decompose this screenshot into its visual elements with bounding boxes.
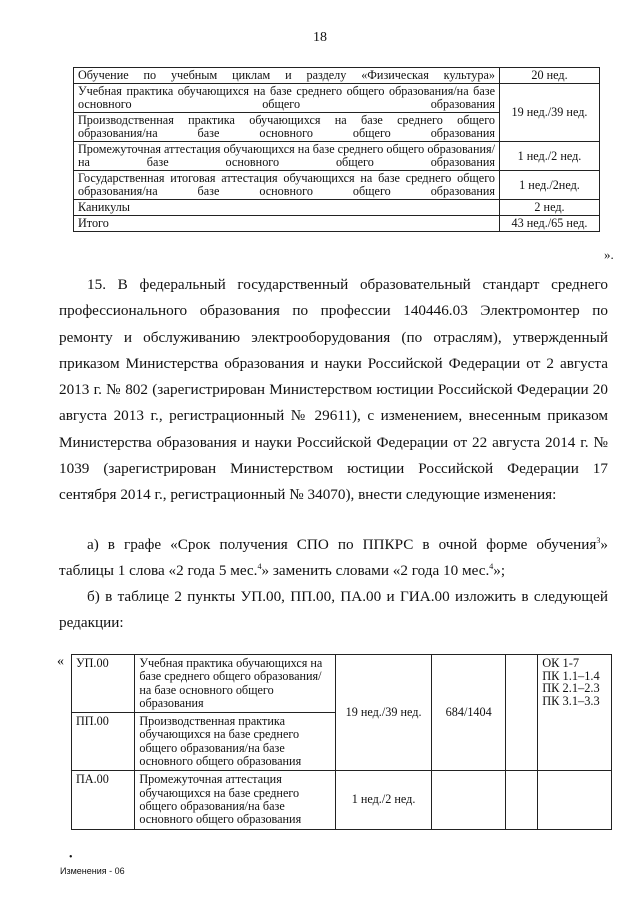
table-row <box>72 655 612 713</box>
table-row <box>74 200 600 216</box>
competencies-cell <box>538 655 612 771</box>
empty-cell <box>432 771 506 829</box>
page-number: 18 <box>313 30 327 45</box>
empty-cell <box>506 771 538 829</box>
item-a-text: а) в графе «Срок получения СПО по ППКРС в очной форме обучения <box>87 536 597 553</box>
practice-table <box>71 654 612 830</box>
row-code: ПА.00 <box>72 771 135 829</box>
row-duration: 1 нед./2 нед. <box>500 142 600 171</box>
table-row <box>74 171 600 200</box>
row-code: ПП.00 <box>72 713 135 771</box>
empty-cell <box>506 655 538 771</box>
footer-mark: • <box>69 852 73 863</box>
paragraph-15: 15. В федеральный государственный образовательный стандарт среднего профессионального образования по профессии 140446.03 Электромонтер по ремонту и обслуживанию электрооборудования (по отраслям), утвержденный приказом Министерства образования и науки Российской Федерации от 2 августа 2013 г. № 802 (зарегистрирован Министерством юстиции Российской Федерации 20 августа 2013 г., регистрационный № 29611), с изменением, внесенным приказом Министерства образования и науки Российской Федерации от 22 августа 2014 г. № 1039 (зарегистрирован Министерством юстиции Российской Федерации 17 сентября 2014 г., регистрационный № 34070), внести следующие изменения: <box>59 276 608 504</box>
competency: ОК 1-7 <box>542 656 580 670</box>
footer-note: Изменения - 06 <box>60 866 125 876</box>
footnote-mark: 4 <box>489 562 494 572</box>
row-name: Промежуточная аттестация обучающихся на базе среднего общего образования/на базе основного общего образования <box>135 771 335 829</box>
row-code: УП.00 <box>72 655 135 713</box>
row-text: Промежуточная аттестация обучающихся на базе среднего общего образования/на базе основного общего образования <box>74 142 500 171</box>
item-a-text: »; <box>493 562 506 580</box>
competency: ПК 2.1–2.3 <box>542 681 600 696</box>
closing-quote: ». <box>604 247 614 262</box>
row-duration: 1 нед./2нед. <box>500 171 600 200</box>
item-b: б) в таблице 2 пункты УП.00, ПП.00, ПА.00 и ГИА.00 изложить в следующей редакции: <box>59 588 608 632</box>
row-duration: 43 нед./65 нед. <box>500 216 600 232</box>
table-row <box>74 142 600 171</box>
row-text: Производственная практика обучающихся на базе среднего общего образования/на базе основного общего образования <box>74 113 500 142</box>
competency: ПК 3.1–3.3 <box>542 693 600 708</box>
item-a-text: » таблицы 1 слова «2 года 5 мес. <box>59 536 608 580</box>
row-text: Учебная практика обучающихся на базе среднего общего образования/на базе основного общего образования <box>74 84 500 113</box>
row-text: Государственная итоговая аттестация обучающихся на базе среднего общего образования/на базе основного общего образования <box>74 171 500 200</box>
row-text: Обучение по учебным циклам и разделу «Физическая культура» <box>74 68 500 84</box>
row-text: Итого <box>74 216 500 232</box>
row-duration: 19 нед./39 нед. <box>500 84 600 142</box>
competency: ПК 1.1–1.4 <box>542 668 600 683</box>
footnote-mark: 3 <box>596 535 601 545</box>
item-a <box>59 532 608 585</box>
attestation-duration: 1 нед./2 нед. <box>335 771 432 829</box>
row-duration: 20 нед. <box>500 68 600 84</box>
study-schedule-table <box>73 67 600 232</box>
footnote-mark: 4 <box>257 562 262 572</box>
practice-duration: 19 нед./39 нед. <box>335 655 432 771</box>
table-row <box>74 216 600 232</box>
table-row <box>74 84 600 113</box>
empty-cell <box>538 771 612 829</box>
practice-hours: 684/1404 <box>432 655 506 771</box>
row-name: Учебная практика обучающихся на базе среднего общего образования/на базе основного общего образования <box>135 655 335 713</box>
row-name: Производственная практика обучающихся на базе среднего общего образования/на базе основного общего образования <box>135 713 335 771</box>
item-a-text: » заменить словами «2 года 10 мес. <box>261 562 490 580</box>
table-row <box>72 771 612 829</box>
table-row <box>74 68 600 84</box>
row-text: Каникулы <box>74 200 500 216</box>
row-duration: 2 нед. <box>500 200 600 216</box>
opening-quote: « <box>57 654 64 669</box>
